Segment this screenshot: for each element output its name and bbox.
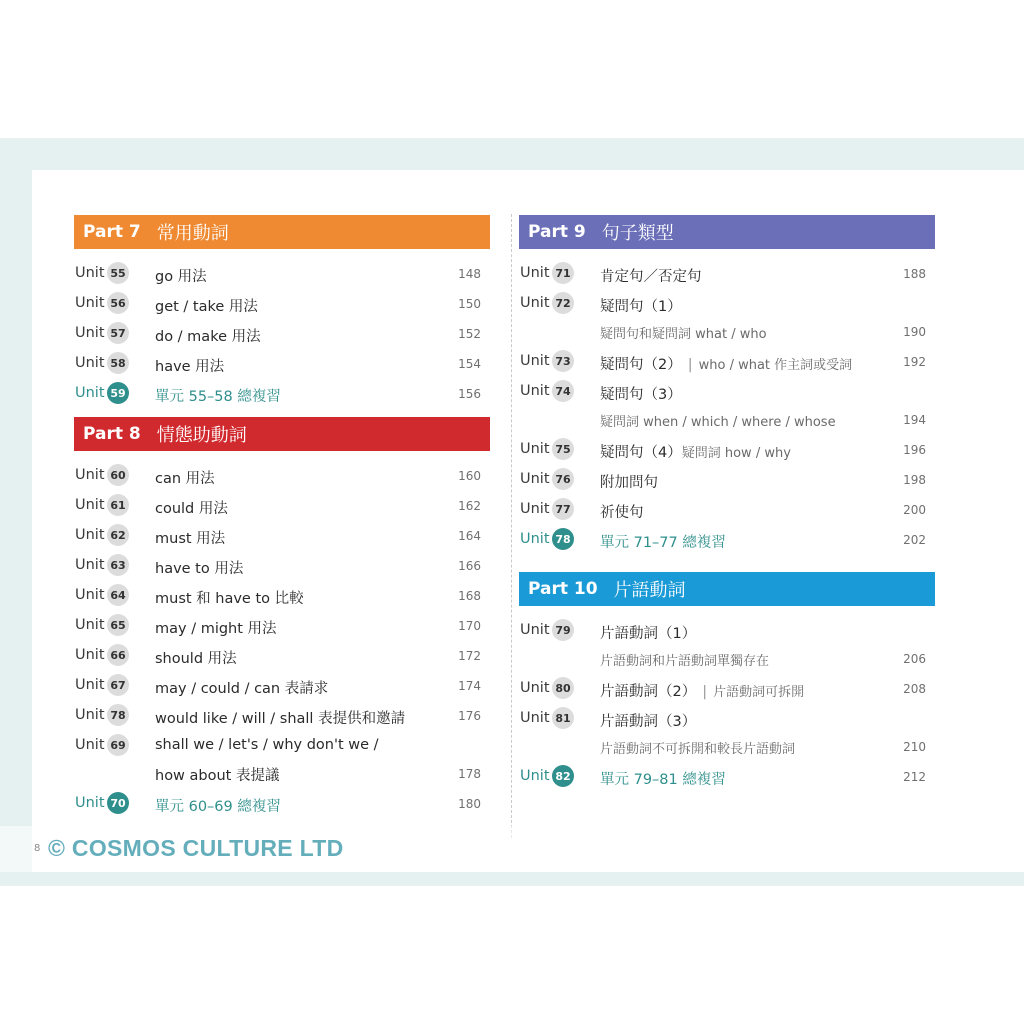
unit-label: Unit	[75, 795, 105, 811]
toc-row[interactable]	[519, 288, 935, 346]
unit-list	[519, 606, 935, 791]
toc-row[interactable]	[74, 318, 490, 348]
unit-title: should 用法	[155, 651, 237, 667]
page-number: 210	[903, 740, 926, 754]
unit-title: 祈使句	[600, 505, 644, 521]
unit-title	[600, 353, 852, 374]
unit-title: may / could / can 表請求	[155, 681, 329, 697]
toc-row[interactable]	[74, 288, 490, 318]
toc-row[interactable]	[74, 520, 490, 550]
unit-number-badge: 74	[552, 380, 574, 402]
page-number: 164	[458, 529, 481, 543]
unit-label: Unit	[75, 527, 105, 543]
unit-title: 疑問句（1）	[600, 299, 682, 315]
unit-label: Unit	[75, 677, 105, 693]
page-number: 168	[458, 589, 481, 603]
unit-number-badge: 57	[107, 322, 129, 344]
unit-label: Unit	[75, 557, 105, 573]
toc-row[interactable]	[74, 490, 490, 520]
toc-row[interactable]	[519, 346, 935, 376]
unit-title: have 用法	[155, 359, 225, 375]
unit-list	[519, 249, 935, 554]
toc-row[interactable]	[74, 670, 490, 700]
page-number: 206	[903, 652, 926, 666]
part-label: Part 9	[528, 222, 586, 242]
unit-title: 附加問句	[600, 475, 658, 491]
unit-number-badge: 61	[107, 494, 129, 516]
unit-number-badge: 60	[107, 464, 129, 486]
unit-title-text: 疑問句（2）	[600, 357, 682, 373]
toc-row[interactable]	[74, 580, 490, 610]
unit-inline-subtitle: 疑問詞 how / why	[681, 446, 791, 461]
unit-title: 單元 60–69 總複習	[155, 799, 281, 815]
unit-number-badge: 82	[552, 765, 574, 787]
unit-number-badge: 56	[107, 292, 129, 314]
unit-label: Unit	[520, 471, 550, 487]
unit-title: 片語動詞（1）	[600, 626, 697, 642]
unit-label: Unit	[520, 295, 550, 311]
unit-number-badge: 62	[107, 524, 129, 546]
unit-title-text: 片語動詞（2）	[600, 684, 697, 700]
page-number: 202	[903, 533, 926, 547]
page-number: 180	[458, 797, 481, 811]
unit-label: Unit	[520, 768, 550, 784]
unit-number-badge: 75	[552, 438, 574, 460]
page-number: 148	[458, 267, 481, 281]
toc-row[interactable]	[74, 700, 490, 730]
unit-label: Unit	[520, 501, 550, 517]
part-label: Part 8	[83, 424, 141, 444]
toc-row[interactable]	[74, 610, 490, 640]
page-number: 192	[903, 355, 926, 369]
unit-label: Unit	[75, 647, 105, 663]
unit-label: Unit	[75, 737, 105, 753]
unit-subtitle: 疑問詞 when / which / where / whose	[600, 415, 836, 430]
page-number: 200	[903, 503, 926, 517]
unit-number-badge: 59	[107, 382, 129, 404]
unit-title	[600, 441, 791, 462]
part-name: 情態助動詞	[156, 425, 247, 446]
unit-number-badge: 66	[107, 644, 129, 666]
unit-title: must 用法	[155, 531, 226, 547]
unit-label: Unit	[520, 622, 550, 638]
page-number: 176	[458, 709, 481, 723]
part-name: 句子類型	[601, 223, 674, 244]
toc-row[interactable]	[519, 703, 935, 761]
page-number: 208	[903, 682, 926, 696]
page-number: 212	[903, 770, 926, 784]
copyright-watermark: © COSMOS CULTURE LTD	[48, 835, 344, 861]
unit-number-badge: 64	[107, 584, 129, 606]
page-number: 174	[458, 679, 481, 693]
unit-label: Unit	[520, 710, 550, 726]
unit-title: can 用法	[155, 471, 215, 487]
page-number: 198	[903, 473, 926, 487]
unit-number-badge: 67	[107, 674, 129, 696]
part-header	[74, 215, 490, 249]
unit-title: 肯定句／否定句	[600, 269, 702, 285]
page-folio: 8	[34, 843, 41, 854]
toc-row-review[interactable]	[74, 378, 490, 408]
page-number: 152	[458, 327, 481, 341]
part-label: Part 7	[83, 222, 141, 242]
unit-subtitle: how about 表提議	[155, 768, 280, 784]
unit-title: 單元 71–77 總複習	[600, 535, 726, 551]
separator: |	[702, 684, 708, 700]
page-number: 172	[458, 649, 481, 663]
unit-title: 片語動詞（3）	[600, 714, 697, 730]
page-number: 166	[458, 559, 481, 573]
unit-inline-subtitle: 片語動詞可拆開	[713, 685, 805, 700]
toc-row[interactable]	[519, 434, 935, 464]
unit-number-badge: 69	[107, 734, 129, 756]
toc-row[interactable]	[74, 460, 490, 490]
page-number: 178	[458, 767, 481, 781]
unit-subtitle: 疑問句和疑問詞 what / who	[600, 327, 767, 342]
part-label: Part 10	[528, 579, 598, 599]
unit-label: Unit	[75, 587, 105, 603]
unit-label: Unit	[75, 355, 105, 371]
toc-row-review[interactable]	[519, 761, 935, 791]
toc-row-review[interactable]	[74, 788, 490, 818]
unit-label: Unit	[520, 353, 550, 369]
unit-label: Unit	[520, 383, 550, 399]
unit-title: shall we / let's / why don't we /	[155, 737, 379, 753]
unit-title	[600, 680, 804, 701]
unit-label: Unit	[75, 497, 105, 513]
unit-number-badge: 73	[552, 350, 574, 372]
unit-number-badge: 79	[552, 619, 574, 641]
unit-number-badge: 78	[107, 704, 129, 726]
unit-number-badge: 65	[107, 614, 129, 636]
left-column	[74, 215, 490, 818]
unit-number-badge: 63	[107, 554, 129, 576]
unit-title: 單元 79–81 總複習	[600, 772, 726, 788]
part-name: 常用動詞	[156, 223, 229, 244]
part-header	[519, 572, 935, 606]
unit-number-badge: 70	[107, 792, 129, 814]
toc-row[interactable]	[519, 258, 935, 288]
unit-list	[74, 249, 490, 408]
unit-title: would like / will / shall 表提供和邀請	[155, 711, 406, 727]
unit-label: Unit	[75, 707, 105, 723]
unit-number-badge: 71	[552, 262, 574, 284]
unit-title: must 和 have to 比較	[155, 591, 304, 607]
part-name: 片語動詞	[613, 580, 686, 601]
unit-label: Unit	[75, 467, 105, 483]
unit-number-badge: 80	[552, 677, 574, 699]
unit-inline-subtitle: who / what 作主詞或受詞	[698, 358, 853, 373]
column-divider	[511, 214, 512, 838]
unit-number-badge: 55	[107, 262, 129, 284]
unit-list	[74, 451, 490, 818]
toc-row[interactable]	[74, 730, 490, 788]
unit-number-badge: 72	[552, 292, 574, 314]
toc-row-review[interactable]	[519, 524, 935, 554]
unit-title: 單元 55–58 總複習	[155, 389, 281, 405]
toc-row[interactable]	[74, 640, 490, 670]
unit-number-badge: 76	[552, 468, 574, 490]
unit-title-text: 疑問句（4）	[600, 445, 682, 461]
unit-label: Unit	[75, 385, 105, 401]
unit-number-badge: 81	[552, 707, 574, 729]
toc-row[interactable]	[519, 494, 935, 524]
unit-title: have to 用法	[155, 561, 244, 577]
unit-number-badge: 77	[552, 498, 574, 520]
unit-title: do / make 用法	[155, 329, 261, 345]
unit-subtitle: 片語動詞不可拆開和較長片語動詞	[600, 742, 796, 757]
unit-label: Unit	[520, 531, 550, 547]
unit-title: could 用法	[155, 501, 228, 517]
toc-row[interactable]	[519, 464, 935, 494]
page-number: 170	[458, 619, 481, 633]
unit-title: may / might 用法	[155, 621, 277, 637]
toc-row[interactable]	[74, 258, 490, 288]
part-header	[74, 417, 490, 451]
toc-row[interactable]	[519, 376, 935, 434]
page-number: 190	[903, 325, 926, 339]
unit-title: 疑問句（3）	[600, 387, 682, 403]
unit-label: Unit	[75, 617, 105, 633]
toc-row[interactable]	[74, 348, 490, 378]
page-number: 188	[903, 267, 926, 281]
unit-label: Unit	[520, 441, 550, 457]
page-number: 154	[458, 357, 481, 371]
unit-subtitle: 片語動詞和片語動詞單獨存在	[600, 654, 770, 669]
page-number: 196	[903, 443, 926, 457]
page-number: 150	[458, 297, 481, 311]
toc-row[interactable]	[519, 673, 935, 703]
toc-row[interactable]	[519, 615, 935, 673]
page-number: 194	[903, 413, 926, 427]
page-number: 160	[458, 469, 481, 483]
unit-label: Unit	[520, 265, 550, 281]
unit-label: Unit	[520, 680, 550, 696]
right-column	[519, 215, 935, 791]
unit-label: Unit	[75, 265, 105, 281]
unit-label: Unit	[75, 295, 105, 311]
part-header	[519, 215, 935, 249]
separator: |	[687, 357, 693, 373]
unit-number-badge: 58	[107, 352, 129, 374]
unit-number-badge: 78	[552, 528, 574, 550]
toc-row[interactable]	[74, 550, 490, 580]
page-number: 162	[458, 499, 481, 513]
unit-title: go 用法	[155, 269, 207, 285]
unit-label: Unit	[75, 325, 105, 341]
page-number: 156	[458, 387, 481, 401]
unit-title: get / take 用法	[155, 299, 258, 315]
